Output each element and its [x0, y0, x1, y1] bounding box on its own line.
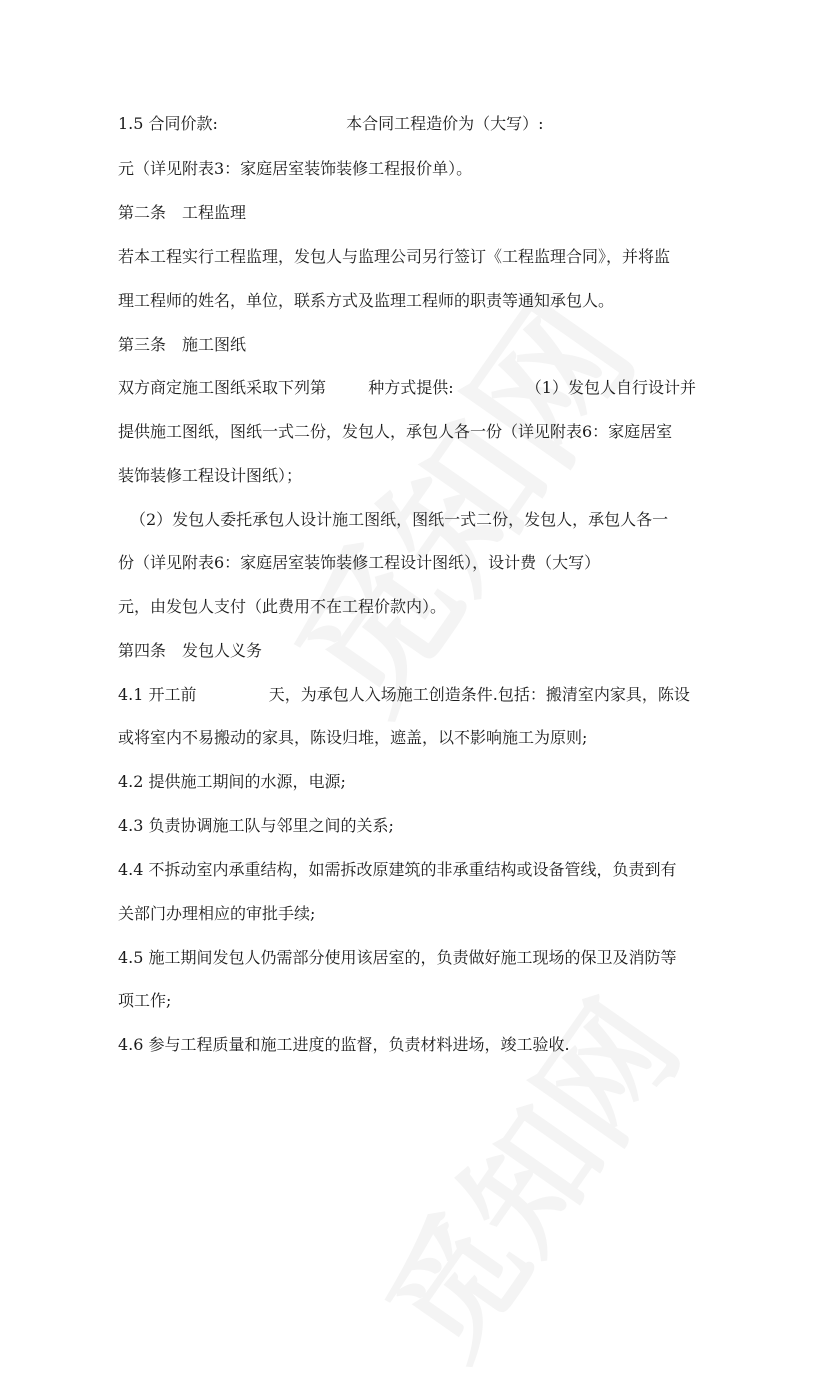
paragraph-line: 若本工程实行工程监理，发包人与监理公司另行签订《工程监理合同》，并将监 [118, 247, 671, 266]
paragraph-text: 双方商定施工图纸采取下列第 [118, 378, 327, 397]
paragraph-line: 4.4 不拆动室内承重结构，如需拆改原建筑的非承重结构或设备管线，负责到有 [118, 860, 677, 879]
paragraph-line: 份（详见附表6：家庭居室装饰装修工程设计图纸），设计费（大写） [118, 553, 601, 572]
paragraph-text: （1）发包人自行设计并 [525, 378, 696, 397]
paragraph-line: 装饰装修工程设计图纸）； [118, 466, 303, 485]
paragraph-line: 理工程师的姓名，单位，联系方式及监理工程师的职责等通知承包人。 [118, 291, 615, 310]
section-1-5-price [118, 114, 718, 134]
contract-price-text: 本合同工程造价为（大写）: [346, 114, 544, 133]
paragraph-line [118, 685, 718, 705]
paragraph-text: 天，为承包人入场施工创造条件.包括：搬清室内家具，陈设 [268, 685, 690, 704]
clause-number-label: 1.5 合同价款: [118, 114, 218, 133]
article-2-heading: 第二条 工程监理 [118, 203, 247, 222]
article-4-heading: 第四条 发包人义务 [118, 641, 263, 660]
paragraph-line: 元（详见附表3：家庭居室装饰装修工程报价单）。 [118, 159, 473, 178]
paragraph-line: 关部门办理相应的审批手续; [118, 904, 316, 923]
paragraph-line: 4.5 施工期间发包人仍需部分使用该居室的，负责做好施工现场的保卫及消防等 [118, 948, 677, 967]
paragraph-line: 4.6 参与工程质量和施工进度的监督，负责材料进场，竣工验收. [118, 1035, 570, 1054]
paragraph-line: 4.2 提供施工期间的水源，电源; [118, 772, 346, 791]
paragraph-line: 元，由发包人支付（此费用不在工程价款内）。 [118, 597, 447, 616]
article-3-heading: 第三条 施工图纸 [118, 335, 247, 354]
watermark [237, 252, 672, 745]
paragraph-line [118, 378, 718, 398]
clause-number-label: 4.1 开工前 [118, 685, 197, 704]
paragraph-line: 或将室内不易搬动的家具，陈设归堆，遮盖，以不影响施工为原则; [118, 728, 588, 747]
paragraph-text: 种方式提供: [368, 378, 454, 397]
paragraph-line: 项工作; [118, 991, 172, 1010]
paragraph-line: 提供施工图纸，图纸一式二份，发包人，承包人各一份（详见附表6：家庭居室 [118, 422, 673, 441]
paragraph-line: 4.3 负责协调施工队与邻里之间的关系; [118, 816, 394, 835]
paragraph-line: （2）发包人委托承包人设计施工图纸，图纸一式二份，发包人，承包人各一 [130, 510, 669, 529]
